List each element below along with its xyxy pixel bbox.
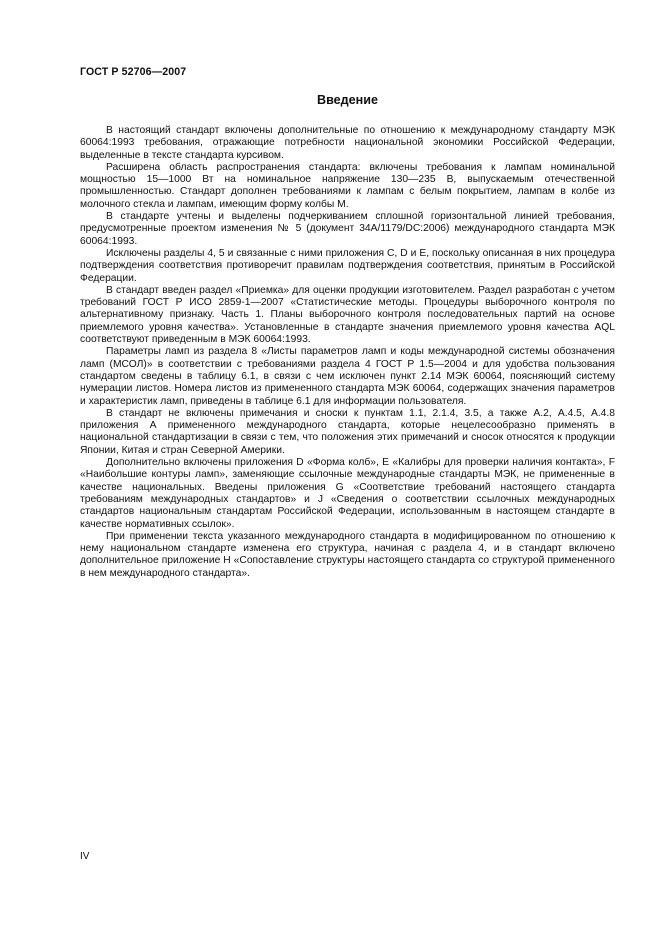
paragraph: При применении текста указанного международного стандарта в модифицированном по отношению к нему национальном стандарте изменена его структура, начиная с раздела 4, и в стандарт включено дополнительное приложение Н «Сопоставление структуры настоящего стандарта со структурой примененного в нем международного стандарта».	[80, 530, 615, 579]
introduction-body	[80, 125, 615, 580]
paragraph: Расширена область распространения стандарта: включены требования к лампам номинальной мощностью 15—1000 Вт на номинальное напряжение 130—235 В, выпускаемым отечественной промышленностью. Стандарт дополнен требованиями к лампам с белым покрытием, лампам в колбе из молочного стекла и лампам, имеющим форму колбы М.	[80, 161, 615, 210]
paragraph: Параметры ламп из раздела 8 «Листы параметров ламп и коды международной системы обозначения ламп (МСОЛ)» в соответствии с требованиями раздела 4 ГОСТ Р 1.5—2004 и для удобства пользования стандартом сведены в таблицу 6.1, в связи с чем исключен пункт 2.14 МЭК 60064, поясняющий систему нумерации листов. Номера листов из примененного стандарта МЭК 60064, содержащих значения параметров и характеристик ламп, приведены в таблице 6.1 для информации пользователя.	[80, 346, 615, 407]
paragraph: В стандарте учтены и выделены подчеркиванием сплошной горизонтальной линией требования, предусмотренные проектом изменения № 5 (документ 34А/1179/DC:2006) международного стандарта МЭК 60064:1993.	[80, 211, 615, 247]
document-code: ГОСТ Р 52706—2007	[80, 66, 187, 78]
paragraph: Дополнительно включены приложения D «Форма колб», Е «Калибры для проверки наличия контакта», F «Наибольшие контуры ламп», заменяющие ссылочные международные стандарты МЭК, не примененные в качестве национальных. Введены приложения G «Соответствие требований настоящего стандарта требованиям международных стандартов» и J «Сведения о соответствии ссылочных международных стандартов национальным стандартам Российской Федерации, использованным в настоящем стандарте в качестве нормативных ссылок».	[80, 457, 615, 530]
page-number: IV	[80, 851, 90, 862]
paragraph: Исключены разделы 4, 5 и связанные с ними приложения С, D и Е, поскольку описанная в них процедура подтверждения соответствия противоречит правилам подтверждения соответствия, принятым в Российской Федерации.	[80, 247, 615, 284]
section-title: Введение	[316, 93, 379, 107]
paragraph: В стандарт введен раздел «Приемка» для оценки продукции изготовителем. Раздел разработан с учетом требований ГОСТ Р ИСО 2859-1—2007 «Статистические методы. Процедуры выборочного контроля по альтернативному признаку. Часть 1. Планы выборочного контроля последовательных партий на основе приемлемого уровня качества». Установленные в стандарте значения приемлемого уровня качества AQL соответствуют приведенным в МЭК 60064:1993.	[80, 284, 615, 346]
paragraph: В стандарт не включены примечания и сноски к пунктам 1.1, 2.1.4, 3.5, а также А.2, А.4.5, А.4.8 приложения А примененного международного стандарта, которые нецелесообразно применять в национальной стандартизации в связи с тем, что положения этих примечаний и сносок относятся к продукции Японии, Китая и стран Северной Америки.	[80, 407, 615, 456]
paragraph: В настоящий стандарт включены дополнительные по отношению к международному стандарту МЭК 60064:1993 требования, отражающие потребности национальной экономики Российской Федерации, выделенные в тексте стандарта курсивом.	[80, 125, 615, 161]
